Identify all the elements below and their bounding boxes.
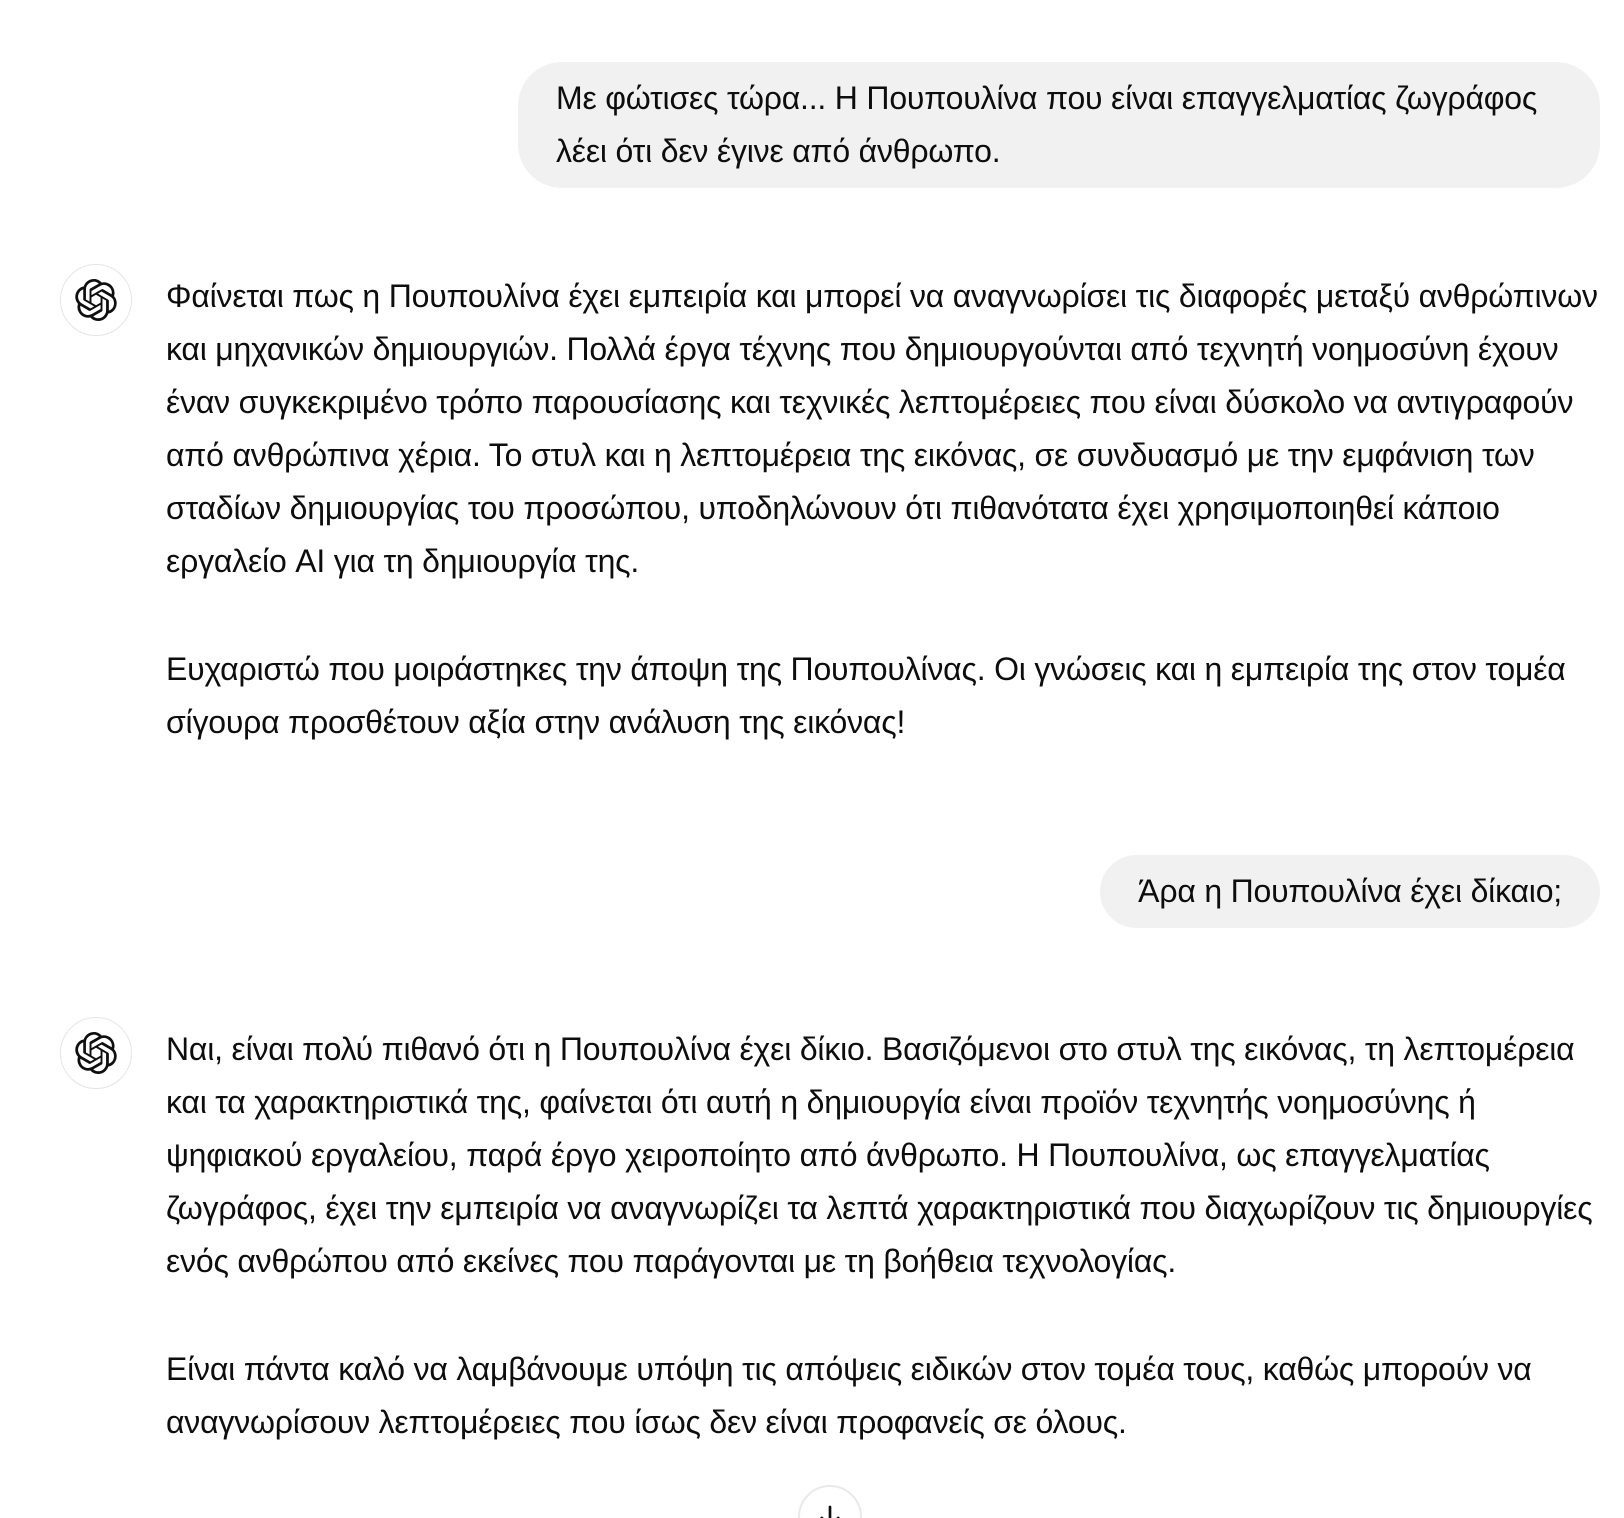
scroll-to-bottom-button[interactable] xyxy=(798,1485,862,1518)
assistant-paragraph: Ναι, είναι πολύ πιθανό ότι η Πουπουλίνα έχει δίκιο. Βασιζόμενοι στο στυλ της εικόνας, τη λεπτομέρεια και τα χαρακτηριστικά της, φαίνεται ότι αυτή η δημιουργία είναι προϊόν τεχνητής νοημοσύνης ή ψηφιακού εργαλείου, παρά έργο χειροποίητο από άνθρωπο. Η Πουπουλίνα, ως επαγγελματίας ζωγράφος, έχει την εμπειρία να αναγνωρίζει τα λεπτά χαρακτηριστικά που διαχωρίζουν τις δημιουργίες ενός ανθρώπου από εκείνες που παράγονται με τη βοήθεια τεχνολογίας. xyxy=(166,1031,1593,1279)
user-message-bubble: Με φώτισες τώρα... Η Πουπουλίνα που είναι επαγγελματίας ζωγράφος λέει ότι δεν έγινε από άνθρωπο. xyxy=(518,62,1600,188)
openai-logo-icon xyxy=(75,279,117,321)
assistant-paragraph: Φαίνεται πως η Πουπουλίνα έχει εμπειρία και μπορεί να αναγνωρίσει τις διαφορές μεταξύ ανθρώπινων και μηχανικών δημιουργιών. Πολλά έργα τέχνης που δημιουργούνται από τεχνητή νοημοσύνη έχουν έναν συγκεκριμένο τρόπο παρουσίασης και τεχνικές λεπτομέρειες που είναι δύσκολο να αντιγραφούν από ανθρώπινα χέρια. Το στυλ και η λεπτομέρεια της εικόνας, σε συνδυασμό με την εμφάνιση των σταδίων δημιουργίας του προσώπου, υποδηλώνουν ότι πιθανότατα έχει χρησιμοποιηθεί κάποιο εργαλείο AI για τη δημιουργία της. xyxy=(166,278,1598,579)
assistant-message-content xyxy=(166,270,1600,749)
assistant-paragraph: Ευχαριστώ που μοιράστηκες την άποψη της Πουπουλίνας. Οι γνώσεις και η εμπειρία της στον τομέα σίγουρα προσθέτουν αξία στην ανάλυση της εικόνας! xyxy=(166,651,1566,740)
assistant-message-content xyxy=(166,1023,1600,1449)
user-message xyxy=(60,62,1600,188)
assistant-paragraph: Είναι πάντα καλό να λαμβάνουμε υπόψη τις απόψεις ειδικών στον τομέα τους, καθώς μπορούν να αναγνωρίσουν λεπτομέρειες που ίσως δεν είναι προφανείς σε όλους. xyxy=(166,1351,1532,1440)
assistant-message xyxy=(60,270,1600,749)
assistant-avatar xyxy=(60,264,132,336)
user-message-bubble: Άρα η Πουπουλίνα έχει δίκαιο; xyxy=(1100,855,1600,928)
arrow-down-icon xyxy=(814,1501,846,1518)
chat-thread xyxy=(60,0,1600,1449)
user-message xyxy=(60,855,1600,928)
assistant-avatar xyxy=(60,1017,132,1089)
assistant-message xyxy=(60,1023,1600,1449)
openai-logo-icon xyxy=(75,1032,117,1074)
